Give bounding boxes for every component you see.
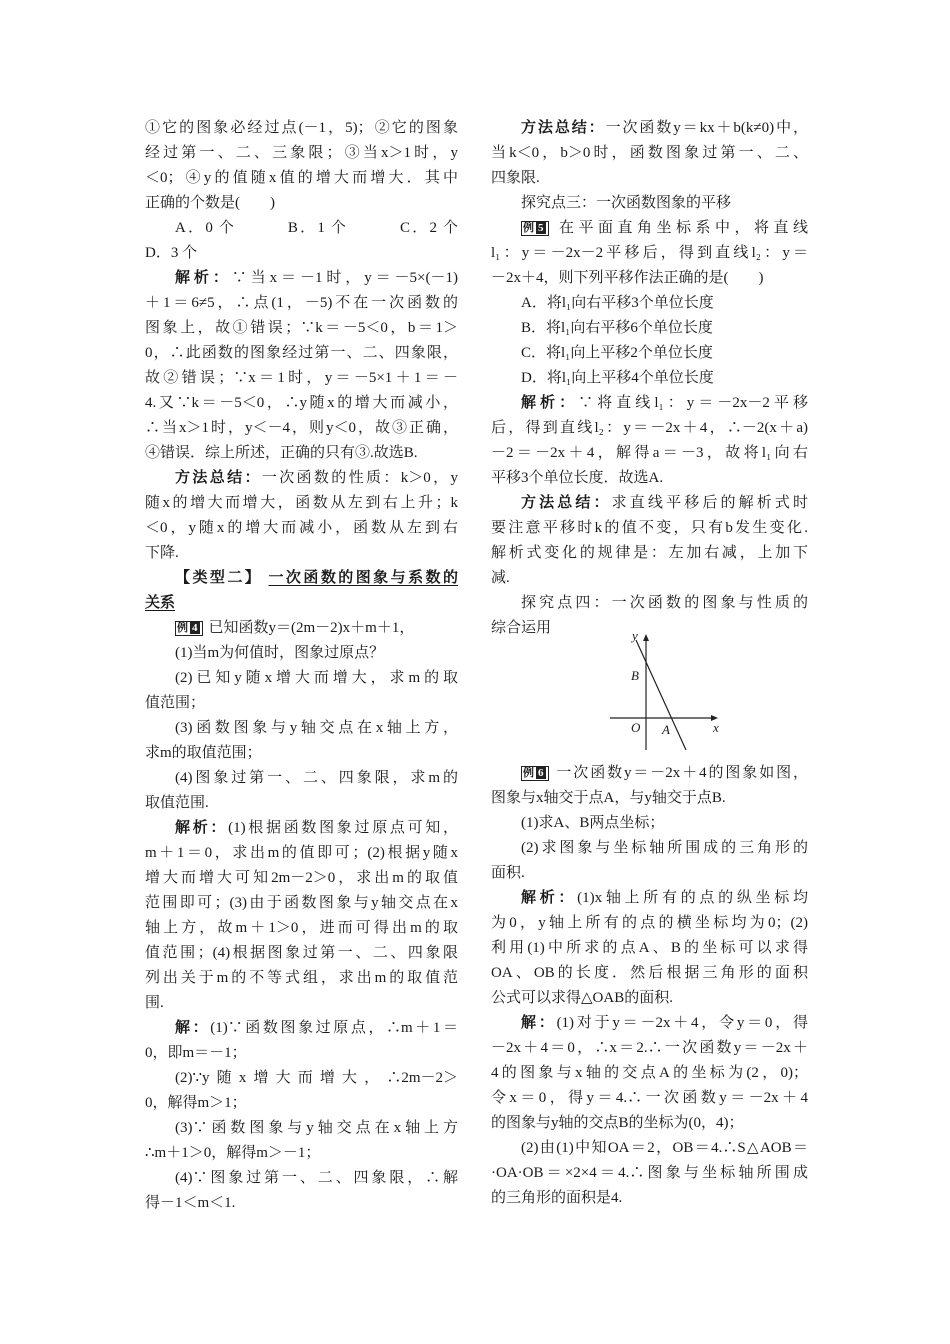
- text-line: [491, 416, 808, 441]
- line-text: 值范围；: [145, 695, 206, 711]
- x-axis-label: x: [713, 720, 719, 735]
- text-line: [145, 291, 458, 316]
- line-text: 下降.: [145, 545, 179, 561]
- text-line: [145, 966, 458, 991]
- text-line: [145, 1116, 458, 1141]
- text-line: [145, 416, 458, 441]
- text-line: [145, 791, 458, 816]
- text-line: [491, 541, 808, 566]
- text-line: [491, 116, 808, 141]
- paragraph: [491, 366, 808, 391]
- text-line: [491, 1011, 808, 1036]
- text-line: [491, 391, 808, 416]
- text-line: [145, 516, 458, 541]
- text-line: [145, 1166, 458, 1191]
- text-line: [491, 1161, 808, 1186]
- paragraph: [491, 836, 808, 886]
- paragraph: [145, 466, 458, 566]
- paragraph: [491, 191, 808, 216]
- text-line: [145, 166, 458, 191]
- example-badge: [521, 221, 549, 236]
- text-line: [145, 1091, 458, 1116]
- line-text: 的三角形的面积是4.: [491, 1190, 623, 1206]
- line-text: 范围即可；(3)由于函数图象与y轴交点在x: [145, 895, 458, 911]
- text-line: [491, 1086, 808, 1111]
- text-line: [491, 266, 808, 291]
- line-text: 公式可以求得△OAB的面积.: [491, 990, 673, 1006]
- badge-number: 6: [538, 767, 544, 779]
- example-badge: [521, 766, 549, 781]
- line-text: 解析式变化的规律是：左加右减，上加下: [491, 545, 808, 561]
- line-text: m＋1＝0，求出m的值即可；(2)根据y随x: [145, 845, 458, 861]
- text-line: [145, 1066, 458, 1091]
- text-line: [145, 541, 458, 566]
- line-text: (1)求A、B两点坐标；: [521, 815, 665, 831]
- text-line: [491, 911, 808, 936]
- line-text: 当k＜0，b＞0时，函数图象过第一、二、: [491, 145, 808, 161]
- origin-label: O: [631, 720, 641, 735]
- text-line: [145, 216, 458, 241]
- text-line: [491, 836, 808, 861]
- text-line: [145, 641, 458, 666]
- text-line: [145, 391, 458, 416]
- text-line: [145, 1191, 458, 1216]
- paragraph: [491, 1136, 808, 1211]
- right-column-top: [491, 116, 808, 641]
- example-paragraph: [491, 761, 808, 811]
- line-text: B．将l₁向右平移6个单位长度: [521, 320, 713, 336]
- y-axis-label: y: [632, 628, 638, 643]
- text-line: [145, 1016, 458, 1041]
- paragraph: [145, 816, 458, 1016]
- example-badge: [175, 621, 203, 636]
- line-text: (2)已知y随x增大而增大，求m的取: [175, 670, 458, 686]
- line-text: (4)图象过第一、二、四象限，求m的: [175, 770, 458, 786]
- text-line: [145, 441, 458, 466]
- text-line: [145, 866, 458, 891]
- line-text: 随x的增大而增大，函数从左到右上升；k: [145, 495, 458, 511]
- function-graph-figure: [600, 628, 730, 753]
- line-text: 平移3个单位长度．故选A.: [491, 470, 664, 486]
- text-line: [145, 1141, 458, 1166]
- line-text: (3)∵函数图象与y轴交点在x轴上方: [175, 1120, 458, 1136]
- text-line: [491, 936, 808, 961]
- text-line: [145, 716, 458, 741]
- left-column: [145, 116, 458, 1216]
- line-text: 一次函数y＝kx＋b(k≠0)中，: [605, 120, 808, 136]
- line-text: (2)求图象与坐标轴所围成的三角形的: [521, 840, 808, 856]
- text-line: [145, 941, 458, 966]
- text-line: [491, 861, 808, 886]
- paragraph: [145, 216, 458, 266]
- badge-text: 例: [177, 622, 188, 634]
- line-text: 四象限.: [491, 170, 540, 186]
- line-text: 减.: [491, 570, 510, 586]
- paragraph: [145, 641, 458, 666]
- line-text: OA、OB的长度．然后根据三角形的面积: [491, 965, 808, 981]
- line-text: (1)根据函数图象过原点可知，: [228, 820, 458, 836]
- line-text: 的图象与y轴的交点B的坐标为(0，4)；: [491, 1115, 744, 1131]
- text-line: [491, 316, 808, 341]
- line-text: ④错误．综上所述，正确的只有③.故选B.: [145, 445, 418, 461]
- y-axis-arrow: [643, 634, 649, 641]
- lead-label: 解析：: [521, 890, 578, 906]
- line-text: 0，即m＝－1；: [145, 1045, 247, 1061]
- lead-label: 解：: [175, 1020, 211, 1036]
- line-text: (2)由(1)中知OA＝2，OB＝4.∴S△AOB＝: [521, 1140, 808, 1156]
- text-line: [491, 166, 808, 191]
- text-line: [145, 141, 458, 166]
- line-text: 综合运用: [491, 620, 552, 636]
- text-line: [491, 811, 808, 836]
- line-text: 0，解得m＞1；: [145, 1095, 247, 1111]
- line-text: 图象与x轴交于点A，与y轴交于点B.: [491, 790, 726, 806]
- line-text: (1)∵函数图象过原点，∴m＋1＝: [210, 1020, 458, 1036]
- right-column-bottom: [491, 761, 808, 1211]
- text-line: [491, 761, 808, 786]
- line-text: 已知函数y＝(2m－2)x＋m＋1，: [208, 620, 415, 636]
- line-text: ＋1＝6≠5，∴点(1，－5)不在一次函数的: [145, 295, 458, 311]
- paragraph: [145, 716, 458, 766]
- line-text: －2x＋4＝0，∴x＝2.∴一次函数y＝－2x＋: [491, 1040, 808, 1056]
- line-text: 在平面直角坐标系中，将直线: [554, 220, 808, 236]
- paragraph: [491, 886, 808, 1011]
- text-line: [491, 341, 808, 366]
- text-line: [145, 891, 458, 916]
- text-line: [145, 816, 458, 841]
- text-line: [145, 191, 458, 216]
- paragraph: [491, 491, 808, 591]
- text-line: [145, 316, 458, 341]
- line-text: 0，∴此函数的图象经过第一、二、四象限，: [145, 345, 458, 361]
- line-text: 关系: [145, 595, 176, 611]
- line-text: 值范围；(4)根据图象过第一、二、四象限: [145, 945, 458, 961]
- line-text: 面积.: [491, 865, 525, 881]
- paragraph: [145, 1166, 458, 1216]
- line-text: ∴m＋1＞0，解得m＞－1；: [145, 1145, 321, 1161]
- line-text: 增大而增大可知2m－2＞0，求出m的取值: [145, 870, 458, 886]
- text-line: [145, 491, 458, 516]
- line-text: 求直线平移后的解析式时: [611, 495, 808, 511]
- line-text: 一次函数y＝－2x＋4的图象如图，: [554, 765, 808, 781]
- text-line: [491, 491, 808, 516]
- paragraph: [491, 291, 808, 316]
- line-text: A．将l₁向右平移3个单位长度: [521, 295, 714, 311]
- text-line: [491, 366, 808, 391]
- line-text: (4)∵图象过第一、二、四象限，∴解: [175, 1170, 458, 1186]
- text-line: [145, 741, 458, 766]
- paragraph: [491, 391, 808, 491]
- lead-label: 方法总结：: [521, 120, 606, 136]
- badge-text: 例: [523, 222, 534, 234]
- line-text: (1)对于y＝－2x＋4，令y＝0，得: [556, 1015, 808, 1031]
- line-text: ＜0；④y的值随x值的增大而增大．其中: [145, 170, 458, 186]
- line-text: 要注意平移时k的值不变，只有b发生变化.: [491, 520, 808, 536]
- text-line: [145, 616, 458, 641]
- line-text: (3)函数图象与y轴交点在x轴上方，: [175, 720, 458, 736]
- lead-label: 解析：: [521, 395, 579, 411]
- text-line: [491, 441, 808, 466]
- paragraph: [145, 1116, 458, 1166]
- line-text: ∴当x＞1时，y＜－4，则y＜0，故③正确，: [145, 420, 458, 436]
- type-label: 【类型二】: [175, 570, 269, 586]
- line-text: 一次函数的性质：k＞0，y: [261, 470, 458, 486]
- text-line: [491, 466, 808, 491]
- text-line: [145, 341, 458, 366]
- lead-label: 解：: [521, 1015, 557, 1031]
- badge-text: 例: [523, 767, 534, 779]
- badge-number: 4: [192, 622, 198, 634]
- line-text: 探究点三：一次函数图象的平移: [521, 195, 732, 211]
- line-text: 为0，y轴上所有的点的横坐标均为0；(2): [491, 915, 808, 931]
- line-text: 求m的取值范围；: [145, 745, 262, 761]
- paragraph: [491, 316, 808, 341]
- line-text: C．将l₁向上平移2个单位长度: [521, 345, 713, 361]
- text-line: [491, 886, 808, 911]
- line-text: (2)∵y随x增大而增大，∴2m－2＞: [175, 1070, 458, 1086]
- line-text: ①它的图象必经过点(－1，5)；②它的图象: [145, 120, 458, 136]
- line-text: 围.: [145, 995, 164, 1011]
- line-text: ·OA·OB＝×2×4＝4.∴图象与坐标轴所围成: [491, 1165, 808, 1181]
- text-line: [491, 141, 808, 166]
- line-text: 4.又∵k＝－5＜0，∴y随x的增大而减小，: [145, 395, 458, 411]
- text-line: [145, 591, 458, 616]
- text-line: [491, 786, 808, 811]
- text-line: [145, 991, 458, 1016]
- text-line: [145, 1041, 458, 1066]
- line-text: 一次函数的图象与系数的: [268, 570, 458, 586]
- text-line: [491, 1111, 808, 1136]
- line-text: (1)x轴上所有的点的纵坐标均: [577, 890, 808, 906]
- line-text: A．0 个 B．1 个 C．2 个: [175, 220, 458, 236]
- paragraph: [145, 766, 458, 816]
- text-line: [491, 1186, 808, 1211]
- lead-label: 方法总结：: [521, 495, 612, 511]
- section-heading: [145, 566, 458, 616]
- text-line: [145, 466, 458, 491]
- text-line: [491, 591, 808, 616]
- text-line: [145, 666, 458, 691]
- function-line: [636, 640, 686, 750]
- example-paragraph: [491, 216, 808, 291]
- line-text: 经过第一、二、三象限；③当x＞1时，y: [145, 145, 458, 161]
- lead-label: 方法总结：: [175, 470, 262, 486]
- line-text: －2x＋4，则下列平移作法正确的是( ): [491, 270, 764, 286]
- line-text: 利用(1)中所求的点A、B的坐标可以求得: [491, 940, 808, 956]
- text-line: [491, 241, 808, 266]
- text-line: [491, 1136, 808, 1161]
- paragraph: [491, 341, 808, 366]
- text-line: [145, 916, 458, 941]
- line-text: 取值范围.: [145, 795, 209, 811]
- line-text: －2＝－2x＋4，解得a＝－3，故将l₁向右: [491, 445, 808, 461]
- text-line: [145, 241, 458, 266]
- line-text: 故②错误；∵x＝1时，y＝－5×1＋1＝－: [145, 370, 458, 386]
- line-text: 令x＝0，得y＝4.∴一次函数y＝－2x＋4: [491, 1090, 808, 1106]
- line-text: 探究点四：一次函数的图象与性质的: [521, 595, 808, 611]
- line-text: 图象上，故①错误；∵k＝－5＜0，b＝1＞: [145, 320, 458, 336]
- line-text: 4的图象与x轴的交点A的坐标为(2，0)；: [491, 1065, 808, 1081]
- line-text: ∵将直线l₁：y＝－2x－2平移: [578, 395, 808, 411]
- paragraph: [145, 1016, 458, 1066]
- text-line: [145, 841, 458, 866]
- paragraph: [491, 811, 808, 836]
- line-text: ∵当x＝－1时，y＝－5×(－1): [231, 270, 458, 286]
- text-line: [491, 986, 808, 1011]
- example-paragraph: [145, 616, 458, 641]
- point-b-label: B: [631, 668, 639, 683]
- line-text: D．将l₁向上平移4个单位长度: [521, 370, 714, 386]
- text-line: [145, 566, 458, 591]
- paragraph: [145, 1066, 458, 1116]
- line-text: ＜0，y随x的增大而减小，函数从左到右: [145, 520, 458, 536]
- lead-label: 解析：: [175, 270, 232, 286]
- point-a-label: A: [662, 722, 670, 737]
- badge-number: 5: [538, 222, 544, 234]
- text-line: [491, 516, 808, 541]
- text-line: [145, 366, 458, 391]
- text-line: [491, 191, 808, 216]
- line-text: 轴上方，故m＋1＞0，进而可得出m的取: [145, 920, 458, 936]
- line-text: 得－1＜m＜1.: [145, 1195, 236, 1211]
- paragraph: [145, 266, 458, 466]
- lead-label: 解析：: [175, 820, 229, 836]
- line-text: D．3 个: [145, 245, 198, 261]
- text-line: [491, 216, 808, 241]
- text-line: [491, 566, 808, 591]
- text-line: [145, 766, 458, 791]
- text-line: [491, 1036, 808, 1061]
- paragraph: [491, 116, 808, 191]
- text-line: [491, 961, 808, 986]
- text-line: [145, 691, 458, 716]
- line-text: l₁：y＝－2x－2平移后，得到直线l₂：y＝: [491, 245, 808, 261]
- paragraph: [145, 666, 458, 716]
- text-line: [491, 1061, 808, 1086]
- line-text: 正确的个数是( ): [145, 195, 275, 211]
- paragraph: [491, 1011, 808, 1136]
- text-line: [491, 291, 808, 316]
- line-text: 后，得到直线l₂：y＝－2x＋4，∴－2(x＋a): [491, 420, 808, 436]
- line-text: 列出关于m的不等式组，求出m的取值范: [145, 970, 458, 986]
- paragraph: [145, 116, 458, 216]
- text-line: [145, 116, 458, 141]
- text-line: [145, 266, 458, 291]
- line-text: (1)当m为何值时，图象过原点？: [175, 645, 385, 661]
